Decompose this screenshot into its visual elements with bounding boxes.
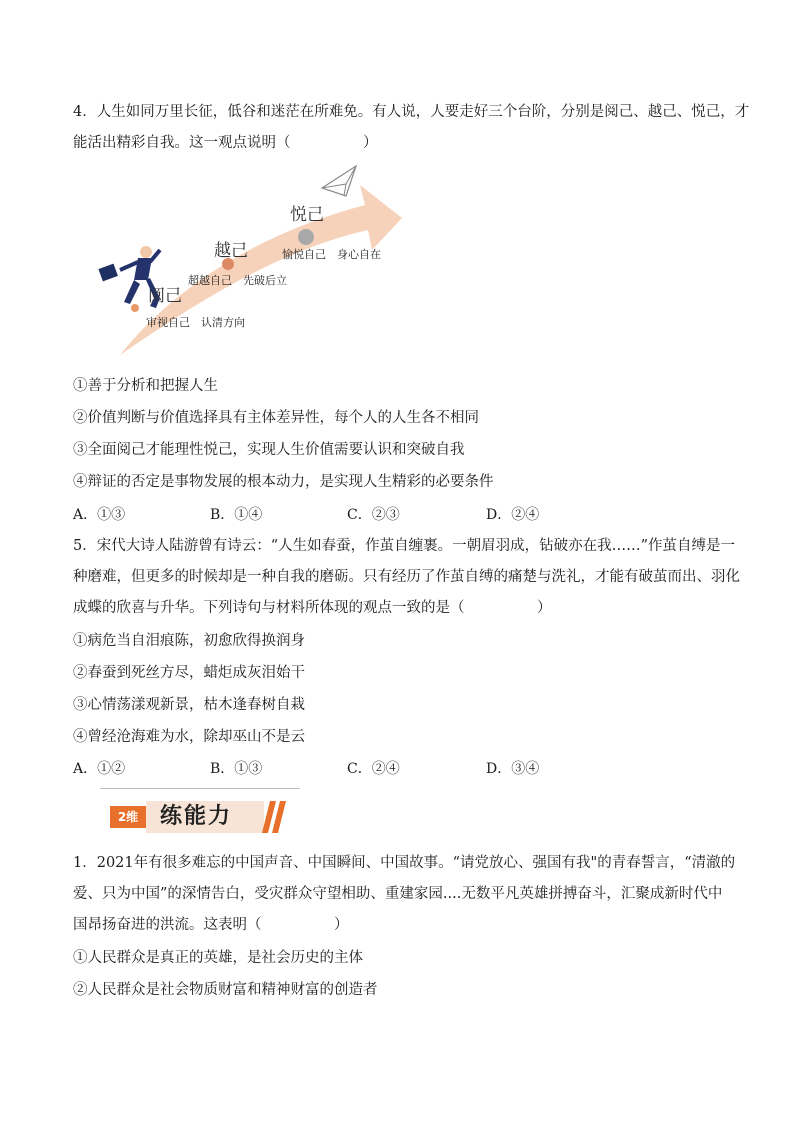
q5-option-a[interactable]: A．①② [73,761,126,777]
q4-option-b[interactable]: B．①④ [210,507,263,523]
section-title: 练能力 [146,801,264,833]
q4-option-a[interactable]: A．①③ [73,507,126,523]
q1-stem-line-2: 爱、只为中国”的深情告白，受灾群众守望相助、重建家园....无数平凡英雄拼搏奋斗，汇聚成新时代中 [73,886,723,902]
q5-option-b[interactable]: B．①③ [210,761,263,777]
step3-title: 悦己 [290,205,324,225]
step1-title: 阅己 [148,286,182,306]
paper-plane-icon [322,166,356,196]
q4-item-1: ①善于分析和把握人生 [73,378,218,394]
q4-option-d[interactable]: D．②④ [486,507,540,523]
q4-stem-line-1: 4．人生如同万里长征，低谷和迷茫在所难免。有人说，人要走好三个台阶，分别是阅己、越己、悦己，才 [73,104,750,120]
step2-caption: 超越自己 先破后立 [188,274,287,287]
step3-dot [298,229,314,245]
step3-caption: 愉悦自己 身心自在 [282,248,381,261]
stripes-decoration-icon [262,801,292,833]
q1-stem-line-1: 1．2021年有很多难忘的中国声音、中国瞬间、中国故事。“请党放心、强国有我"的青春誓言，“清澈的 [73,855,736,871]
q1-stem-line-3: 国昂扬奋进的洪流。这表明（ ） [73,917,349,933]
step1-caption: 审视自己 认清方向 [146,316,245,329]
q1-item-1: ①人民群众是真正的英雄，是社会历史的主体 [73,950,363,966]
q5-stem-line-1: 5．宋代大诗人陆游曾有诗云：“人生如春蚕，作茧自缠裹。一朝眉羽成，钻破亦在我……”作茧自缚是一 [73,538,736,554]
q1-item-2: ②人民群众是社会物质财富和精神财富的创造者 [73,982,378,998]
q4-item-3: ③全面阅己才能理性悦己，实现人生价值需要认识和突破自我 [73,442,465,458]
q5-stem-line-3: 成蝶的欣喜与升华。下列诗句与材料所体现的观点一致的是（ ） [73,600,552,616]
q4-option-c[interactable]: C．②③ [347,507,400,523]
q5-option-d[interactable]: D．③④ [486,761,540,777]
q4-stem-line-2: 能活出精彩自我。这一观点说明（ ） [73,135,378,151]
step1-dot [131,304,139,312]
q5-stem-line-2: 种磨难，但更多的时候却是一种自我的磨砺。只有经历了作茧自缚的痛楚与洗礼，才能有破茧而出、羽化 [73,569,740,585]
section-badge: 2维 [110,806,146,828]
q5-item-4: ④曾经沧海难为水，除却巫山不是云 [73,729,305,745]
step2-title: 越己 [214,241,248,261]
q4-item-4: ④辩证的否定是事物发展的根本动力，是实现人生精彩的必要条件 [73,474,494,490]
q5-item-2: ②春蚕到死丝方尽，蜡炬成灰泪始干 [73,665,305,681]
q5-option-c[interactable]: C．②④ [347,761,400,777]
q4-item-2: ②价值判断与价值选择具有主体差异性，每个人的人生各不相同 [73,410,479,426]
q5-item-3: ③心情荡漾观新景，枯木逢春树自栽 [73,697,305,713]
q5-item-1: ①病危当自泪痕陈，初愈欣得换润身 [73,633,305,649]
section-divider [100,788,300,789]
three-steps-figure [90,160,410,360]
